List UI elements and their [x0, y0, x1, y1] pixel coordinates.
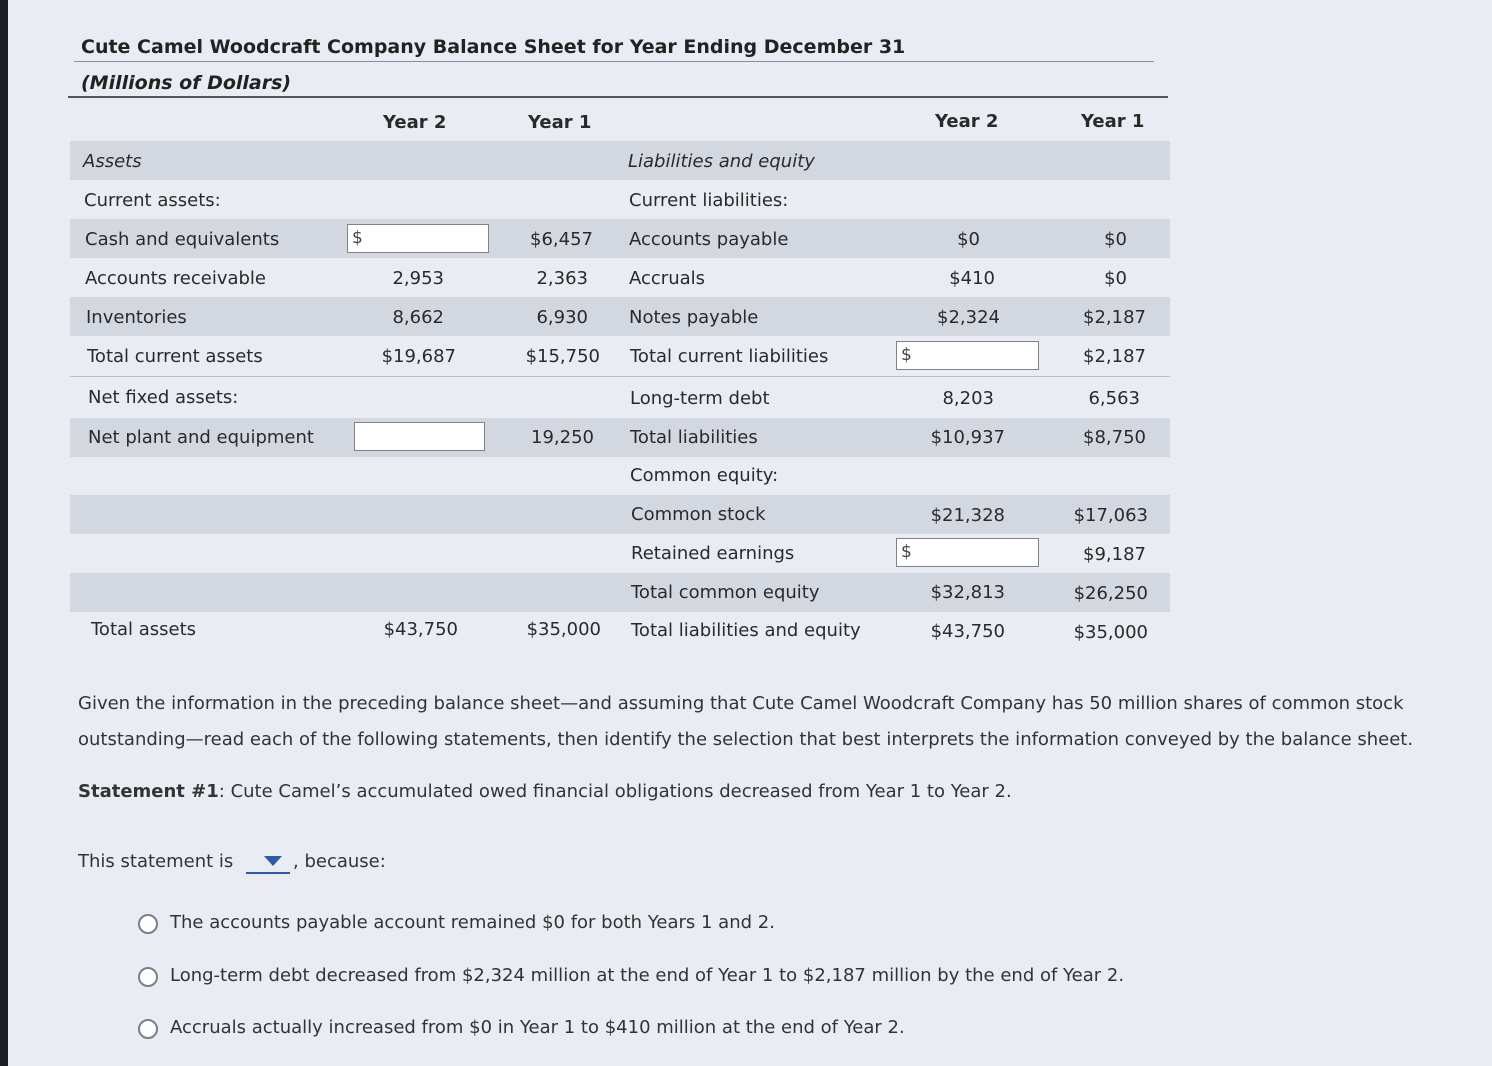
liabilities-section-label: Liabilities and equity [628, 151, 815, 172]
total-assets-year1-value: $35,000 [526, 619, 601, 640]
total-common-equity-year2-value: $32,813 [930, 582, 1005, 603]
row-band [70, 141, 1170, 180]
page-subtitle: (Millions of Dollars) [81, 72, 292, 94]
divider [68, 96, 1168, 98]
radio-button[interactable] [138, 914, 158, 934]
chevron-down-icon [264, 856, 282, 866]
net-plant-equipment-year1-value: 19,250 [531, 427, 594, 448]
statement-text: : Cute Camel’s accumulated owed financial obligations decreased from Year 1 to Year 2. [218, 781, 1012, 802]
question-intro-line1: Given the information in the preceding balance sheet—and assuming that Cute Camel Woodcraft Company has 50 million shares of common stock [78, 693, 1404, 714]
answer-option-label: The accounts payable account remained $0 for both Years 1 and 2. [170, 912, 775, 933]
inventories-label: Inventories [86, 307, 187, 328]
accounts-receivable-year1-value: 2,363 [536, 268, 588, 289]
divider [74, 61, 1154, 62]
cash-label: Cash and equivalents [85, 229, 280, 250]
answer-option-label: Accruals actually increased from $0 in Year 1 to $410 million at the end of Year 2. [170, 1017, 905, 1038]
total-current-assets-label: Total current assets [87, 346, 263, 367]
total-liabilities-equity-year1-value: $35,000 [1073, 622, 1148, 643]
currency-symbol: $ [901, 345, 912, 365]
common-stock-year2-value: $21,328 [930, 505, 1005, 526]
row-band [70, 297, 1170, 336]
retained-earnings-label: Retained earnings [631, 543, 795, 564]
net-plant-equipment-label: Net plant and equipment [88, 427, 314, 448]
current-liabilities-label: Current liabilities: [629, 190, 789, 211]
current-assets-label: Current assets: [84, 190, 221, 211]
row-band [70, 573, 1170, 612]
notes-payable-year1-value: $2,187 [1083, 307, 1146, 328]
accruals-year1-value: $0 [1104, 268, 1127, 289]
total-current-assets-year2-value: $19,687 [381, 346, 456, 367]
total-current-liabilities-year2-input[interactable] [896, 341, 1039, 370]
common-stock-year1-value: $17,063 [1073, 505, 1148, 526]
common-equity-label: Common equity: [630, 465, 779, 486]
total-assets-label: Total assets [91, 619, 197, 640]
statement-1 [78, 781, 1012, 802]
total-current-assets-year1-value: $15,750 [525, 346, 600, 367]
total-liabilities-year1-value: $8,750 [1083, 427, 1146, 448]
divider [70, 376, 1170, 377]
retained-earnings-year2-input[interactable] [896, 538, 1039, 567]
long-term-debt-year1-value: 6,563 [1088, 388, 1140, 409]
true-false-dropdown[interactable] [246, 852, 290, 874]
radio-button[interactable] [138, 967, 158, 987]
radio-button[interactable] [138, 1019, 158, 1039]
cash-year1-value: $6,457 [530, 229, 593, 250]
accruals-label: Accruals [629, 268, 706, 289]
accounts-payable-label: Accounts payable [629, 229, 789, 250]
question-intro-line2: outstanding—read each of the following statements, then identify the selection that best interprets the information conveyed by the balance sheet. [78, 729, 1414, 750]
statement-prompt-after: , because: [293, 851, 386, 872]
total-common-equity-label: Total common equity [631, 582, 820, 603]
statement-prompt-before: This statement is [78, 851, 234, 872]
long-term-debt-label: Long-term debt [630, 388, 770, 409]
notes-payable-label: Notes payable [629, 307, 759, 328]
long-term-debt-year2-value: 8,203 [942, 388, 994, 409]
net-fixed-assets-label: Net fixed assets: [88, 387, 239, 408]
total-liabilities-equity-year2-value: $43,750 [930, 621, 1005, 642]
col-header-liab-year2: Year 2 [935, 111, 999, 132]
col-header-assets-year1: Year 1 [528, 112, 592, 133]
accounts-receivable-label: Accounts receivable [85, 268, 267, 289]
total-liabilities-label: Total liabilities [630, 427, 758, 448]
total-liabilities-year2-value: $10,937 [930, 427, 1005, 448]
statement-label: Statement #1 [78, 781, 219, 802]
total-common-equity-year1-value: $26,250 [1073, 583, 1148, 604]
screen [8, 0, 1492, 1066]
total-current-liabilities-label: Total current liabilities [630, 346, 829, 367]
accounts-payable-year1-value: $0 [1104, 229, 1127, 250]
answer-option-label: Long-term debt decreased from $2,324 million at the end of Year 1 to $2,187 million by the end of Year 2. [170, 965, 1125, 986]
notes-payable-year2-value: $2,324 [937, 307, 1000, 328]
inventories-year2-value: 8,662 [392, 307, 444, 328]
currency-symbol: $ [901, 542, 912, 562]
net-plant-equipment-year2-input[interactable] [354, 422, 485, 451]
accruals-year2-value: $410 [949, 268, 995, 289]
common-stock-label: Common stock [631, 504, 766, 525]
row-band [70, 495, 1170, 534]
inventories-year1-value: 6,930 [536, 307, 588, 328]
col-header-liab-year1: Year 1 [1081, 111, 1145, 132]
accounts-receivable-year2-value: 2,953 [392, 268, 444, 289]
page-title: Cute Camel Woodcraft Company Balance Sheet for Year Ending December 31 [81, 36, 906, 58]
cash-year2-input[interactable] [347, 224, 489, 253]
total-assets-year2-value: $43,750 [383, 619, 458, 640]
retained-earnings-year1-value: $9,187 [1083, 544, 1146, 565]
col-header-assets-year2: Year 2 [383, 112, 447, 133]
total-current-liabilities-year1-value: $2,187 [1083, 346, 1146, 367]
currency-symbol: $ [352, 228, 363, 248]
assets-section-label: Assets [83, 151, 142, 172]
total-liabilities-equity-label: Total liabilities and equity [631, 620, 861, 641]
accounts-payable-year2-value: $0 [957, 229, 980, 250]
